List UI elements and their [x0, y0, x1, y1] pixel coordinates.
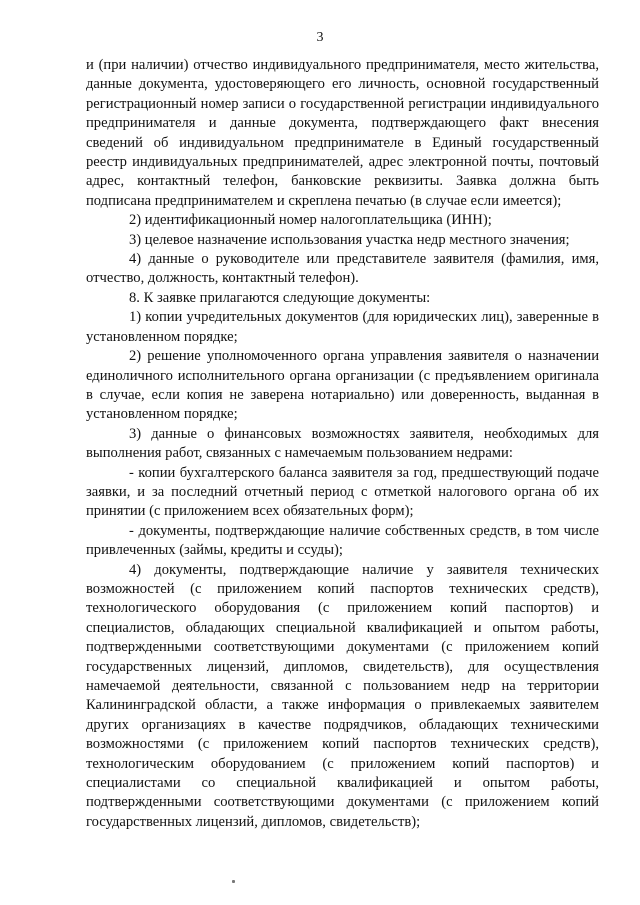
- scan-dot: [232, 880, 235, 883]
- paragraph-doc-founding: 1) копии учредительных документов (для юридических лиц), заверенные в установленном порядке;: [86, 309, 599, 345]
- paragraph-applicant-details-continued: и (при наличии) отчество индивидуального предпринимателя, место жительства, данные документа, удостоверяющего его личность, основной государственный регистрационный номер записи о государственной регистрации индивидуального предпринимателя и данные документа, подтверждающего факт внесения сведений об индивидуальном предпринимателе в Единый государственный реестр индивидуальных предпринимателей, адрес электронной почты, почтовый адрес, контактный телефон, банковские реквизиты. Заявка должна быть подписана предпринимателем и скреплена печатью (в случае если имеется);: [86, 57, 599, 209]
- paragraph-section-8: 8. К заявке прилагаются следующие документы:: [129, 289, 431, 306]
- document-body: [86, 56, 599, 832]
- paragraph-item-inn: 2) идентификационный номер налогоплательщика (ИНН);: [129, 212, 492, 229]
- paragraph-doc-technical: 4) документы, подтверждающие наличие у заявителя технических возможностей (с приложением копий паспортов технических средств), технологического оборудования (с приложением копий паспортов) и специалистов, обладающих специальной квалификацией и опытом работы, подтвержденными соответствующими документами (с приложением копий государственных лицензий, дипломов, свидетельств), для осуществления намечаемой деятельности, связанной с пользованием недр на территории Калининградской области, а также информация о привлекаемых заявителем других организациях в качестве подрядчиков, обладающих техническими возможностями (с приложением копий паспортов технических средств), технологическим оборудованием (с приложением копий паспортов) и специалистами со специальной квалификацией и опытом работы, подтвержденными соответствующими документами (с приложением копий государственных лицензий, дипломов, свидетельств);: [86, 561, 599, 830]
- paragraph-doc-own-funds: - документы, подтверждающие наличие собственных средств, в том числе привлеченных (займы, кредиты и ссуды);: [86, 522, 599, 559]
- paragraph-doc-financial: 3) данные о финансовых возможностях заявителя, необходимых для выполнения работ, связанных с намечаемым пользованием недрами:: [86, 425, 599, 462]
- paragraph-item-head: 4) данные о руководителе или представителе заявителя (фамилия, имя, отчество, должность, контактный телефон).: [86, 251, 599, 287]
- paragraph-doc-balance: - копии бухгалтерского баланса заявителя за год, предшествующий подаче заявки, и за последний отчетный период с отметкой налогового органа об их принятии (с приложением всех обязательных форм);: [86, 464, 599, 520]
- page-number: 3: [316, 30, 324, 45]
- paragraph-item-purpose: 3) целевое назначение использования участка недр местного значения;: [129, 231, 570, 248]
- paragraph-doc-decision: 2) решение уполномоченного органа управления заявителя о назначении единоличного исполнительного органа организации (с предъявлением оригинала в случае, если копия не заверена нотариально) или доверенность, выданная в установленном порядке;: [86, 348, 599, 423]
